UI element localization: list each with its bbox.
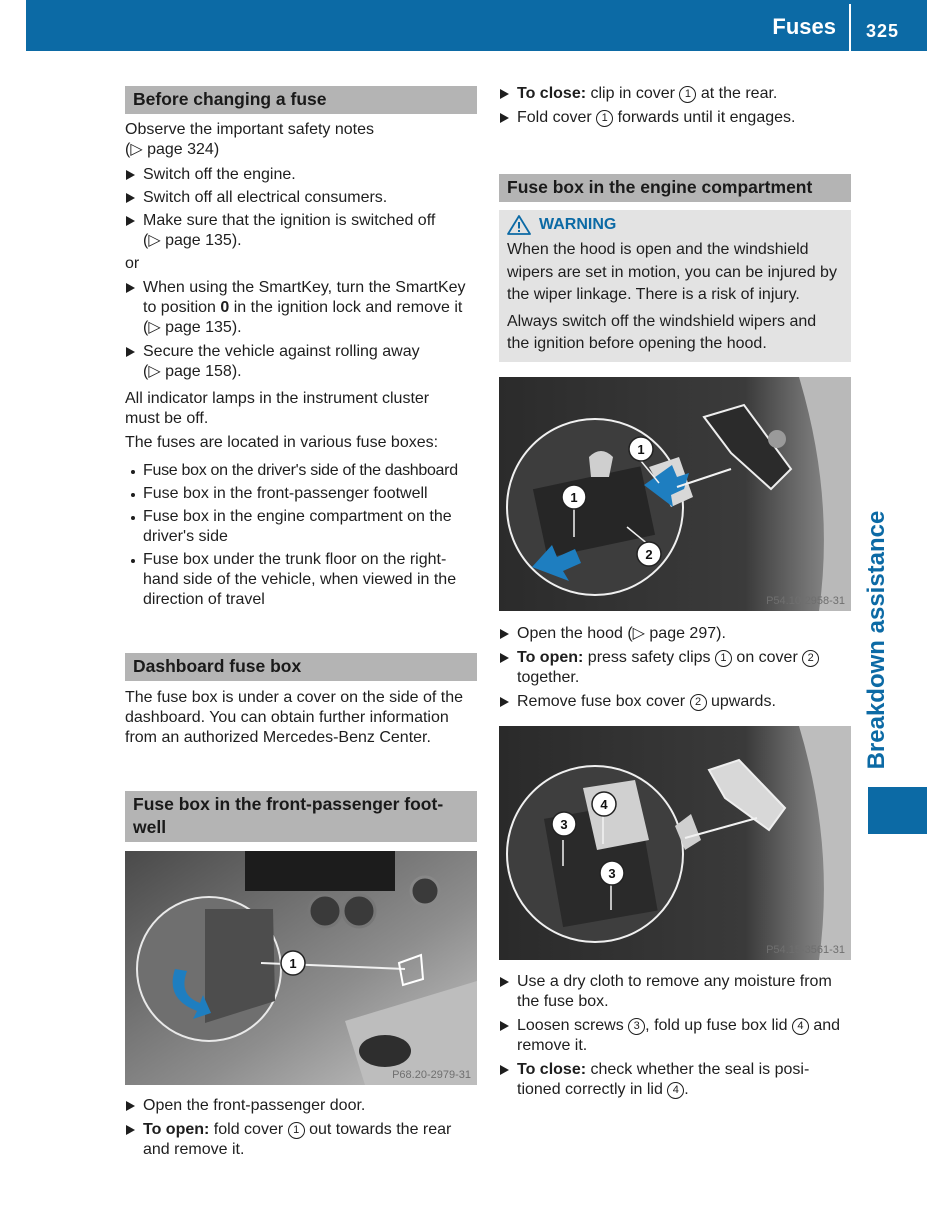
warning-text-1: When the hood is open and the windshield wipers are set in motion, you can be injured by the wiper linkage. There is a risk of injury.	[507, 241, 837, 303]
callout-number: 2	[802, 650, 819, 667]
engine-steps-2	[499, 972, 851, 1100]
engine-photo-1	[499, 377, 851, 611]
callout-label: 1	[637, 441, 645, 457]
callout-number: 1	[596, 110, 613, 127]
section-title: Fuses	[772, 14, 836, 39]
heading-engine-fuse-box: Fuse box in the engine compartment	[499, 174, 851, 202]
list-item: Fuse box under the trunk floor on the right- hand side of the vehicle, when viewed in the direction of travel	[125, 550, 477, 610]
engine-photo-2	[499, 726, 851, 960]
right-column	[499, 84, 851, 1100]
callout-1: 1	[289, 956, 297, 971]
list-item: Fuse box in the engine compartment on the driver's side	[125, 507, 477, 547]
smartkey-steps	[125, 278, 477, 382]
step-item: When using the SmartKey, turn the SmartKey to position 0 in the ignition lock and remove it (▷ page 135).	[125, 278, 477, 338]
step-item: Switch off all electrical consumers.	[125, 188, 477, 208]
callout-number: 4	[667, 1082, 684, 1099]
callout-label: 2	[645, 546, 653, 562]
list-item: Fuse box on the driver's side of the dashboard	[125, 461, 477, 481]
callout-number: 4	[792, 1018, 809, 1035]
engine-cover-illustration	[499, 377, 851, 611]
step-item: Make sure that the ignition is switched off (▷ page 135).	[125, 211, 477, 251]
step-item: To close: clip in cover 1 at the rear.	[499, 84, 851, 104]
step-item: To open: press safety clips 1 on cover 2 together.	[499, 648, 851, 688]
step-item: Fold cover 1 forwards until it engages.	[499, 108, 851, 128]
callout-number: 1	[679, 86, 696, 103]
step-item: Loosen screws 3 , fold up fuse box lid 4 and remove it.	[499, 1016, 851, 1056]
warning-header	[507, 214, 843, 236]
heading-dashboard-fuse-box: Dashboard fuse box	[125, 653, 477, 681]
step-item: To close: check whether the seal is posi- tioned correctly in lid 4 .	[499, 1060, 851, 1100]
callout-number: 3	[628, 1018, 645, 1035]
cover-steps	[499, 84, 851, 128]
callout-label: 3	[608, 865, 616, 881]
lamps-text: All indicator lamps in the instrument cluster must be off.	[125, 390, 430, 427]
or-text: or	[125, 255, 140, 272]
dashboard-text: The fuse box is under a cover on the side of the dashboard. You can obtain further information from an authorized Mercedes-Benz Center.	[125, 689, 463, 746]
step-item: Use a dry cloth to remove any moisture from the fuse box.	[499, 972, 851, 1012]
chapter-tab	[860, 505, 894, 775]
warning-triangle-icon	[507, 215, 531, 235]
image-code: P54.10-2958-31	[766, 594, 845, 607]
located-text: The fuses are located in various fuse boxes:	[125, 434, 439, 451]
step-item: Secure the vehicle against rolling away (▷ page 158).	[125, 342, 477, 382]
chapter-tab-marker	[868, 787, 927, 834]
step-item: To open: fold cover 1 out towards the rear and remove it.	[125, 1120, 477, 1160]
step-item: Switch off the engine.	[125, 165, 477, 185]
footwell-illustration	[125, 851, 477, 1085]
image-code: P54.15-3561-31	[766, 943, 845, 956]
left-column	[125, 86, 477, 1160]
callout-number: 1	[288, 1122, 305, 1139]
engine-lid-illustration	[499, 726, 851, 960]
heading-footwell-fuse-box: Fuse box in the front-passenger foot- well	[125, 791, 477, 842]
page-number: 325	[865, 21, 899, 41]
callout-number: 1	[715, 650, 732, 667]
header-divider	[849, 4, 851, 51]
callout-label: 4	[600, 796, 608, 812]
warning-title: WARNING	[539, 216, 617, 233]
step-item: Remove fuse box cover 2 upwards.	[499, 692, 851, 712]
heading-before-changing: Before changing a fuse	[125, 86, 477, 114]
step-item: Open the hood (▷ page 297).	[499, 624, 851, 644]
footwell-photo	[125, 851, 477, 1085]
image-code: P68.20-2979-31	[392, 1069, 471, 1081]
safety-notes-text: Observe the important safety notes (▷ page 324)	[125, 121, 375, 158]
warning-text-2: Always switch off the windshield wipers and the ignition before opening the hood.	[507, 312, 817, 352]
engine-steps-1	[499, 624, 851, 712]
callout-number: 2	[690, 694, 707, 711]
list-item: Fuse box in the front-passenger footwell	[125, 484, 477, 504]
header-bar	[26, 0, 927, 51]
fuse-box-list	[125, 461, 477, 610]
prep-steps	[125, 165, 477, 251]
step-item: Open the front-passenger door.	[125, 1096, 477, 1116]
callout-label: 3	[560, 816, 568, 832]
chapter-tab-label: Breakdown assistance	[863, 510, 890, 770]
callout-label: 1	[570, 489, 578, 505]
footwell-steps	[125, 1096, 477, 1160]
warning-box	[499, 210, 851, 362]
